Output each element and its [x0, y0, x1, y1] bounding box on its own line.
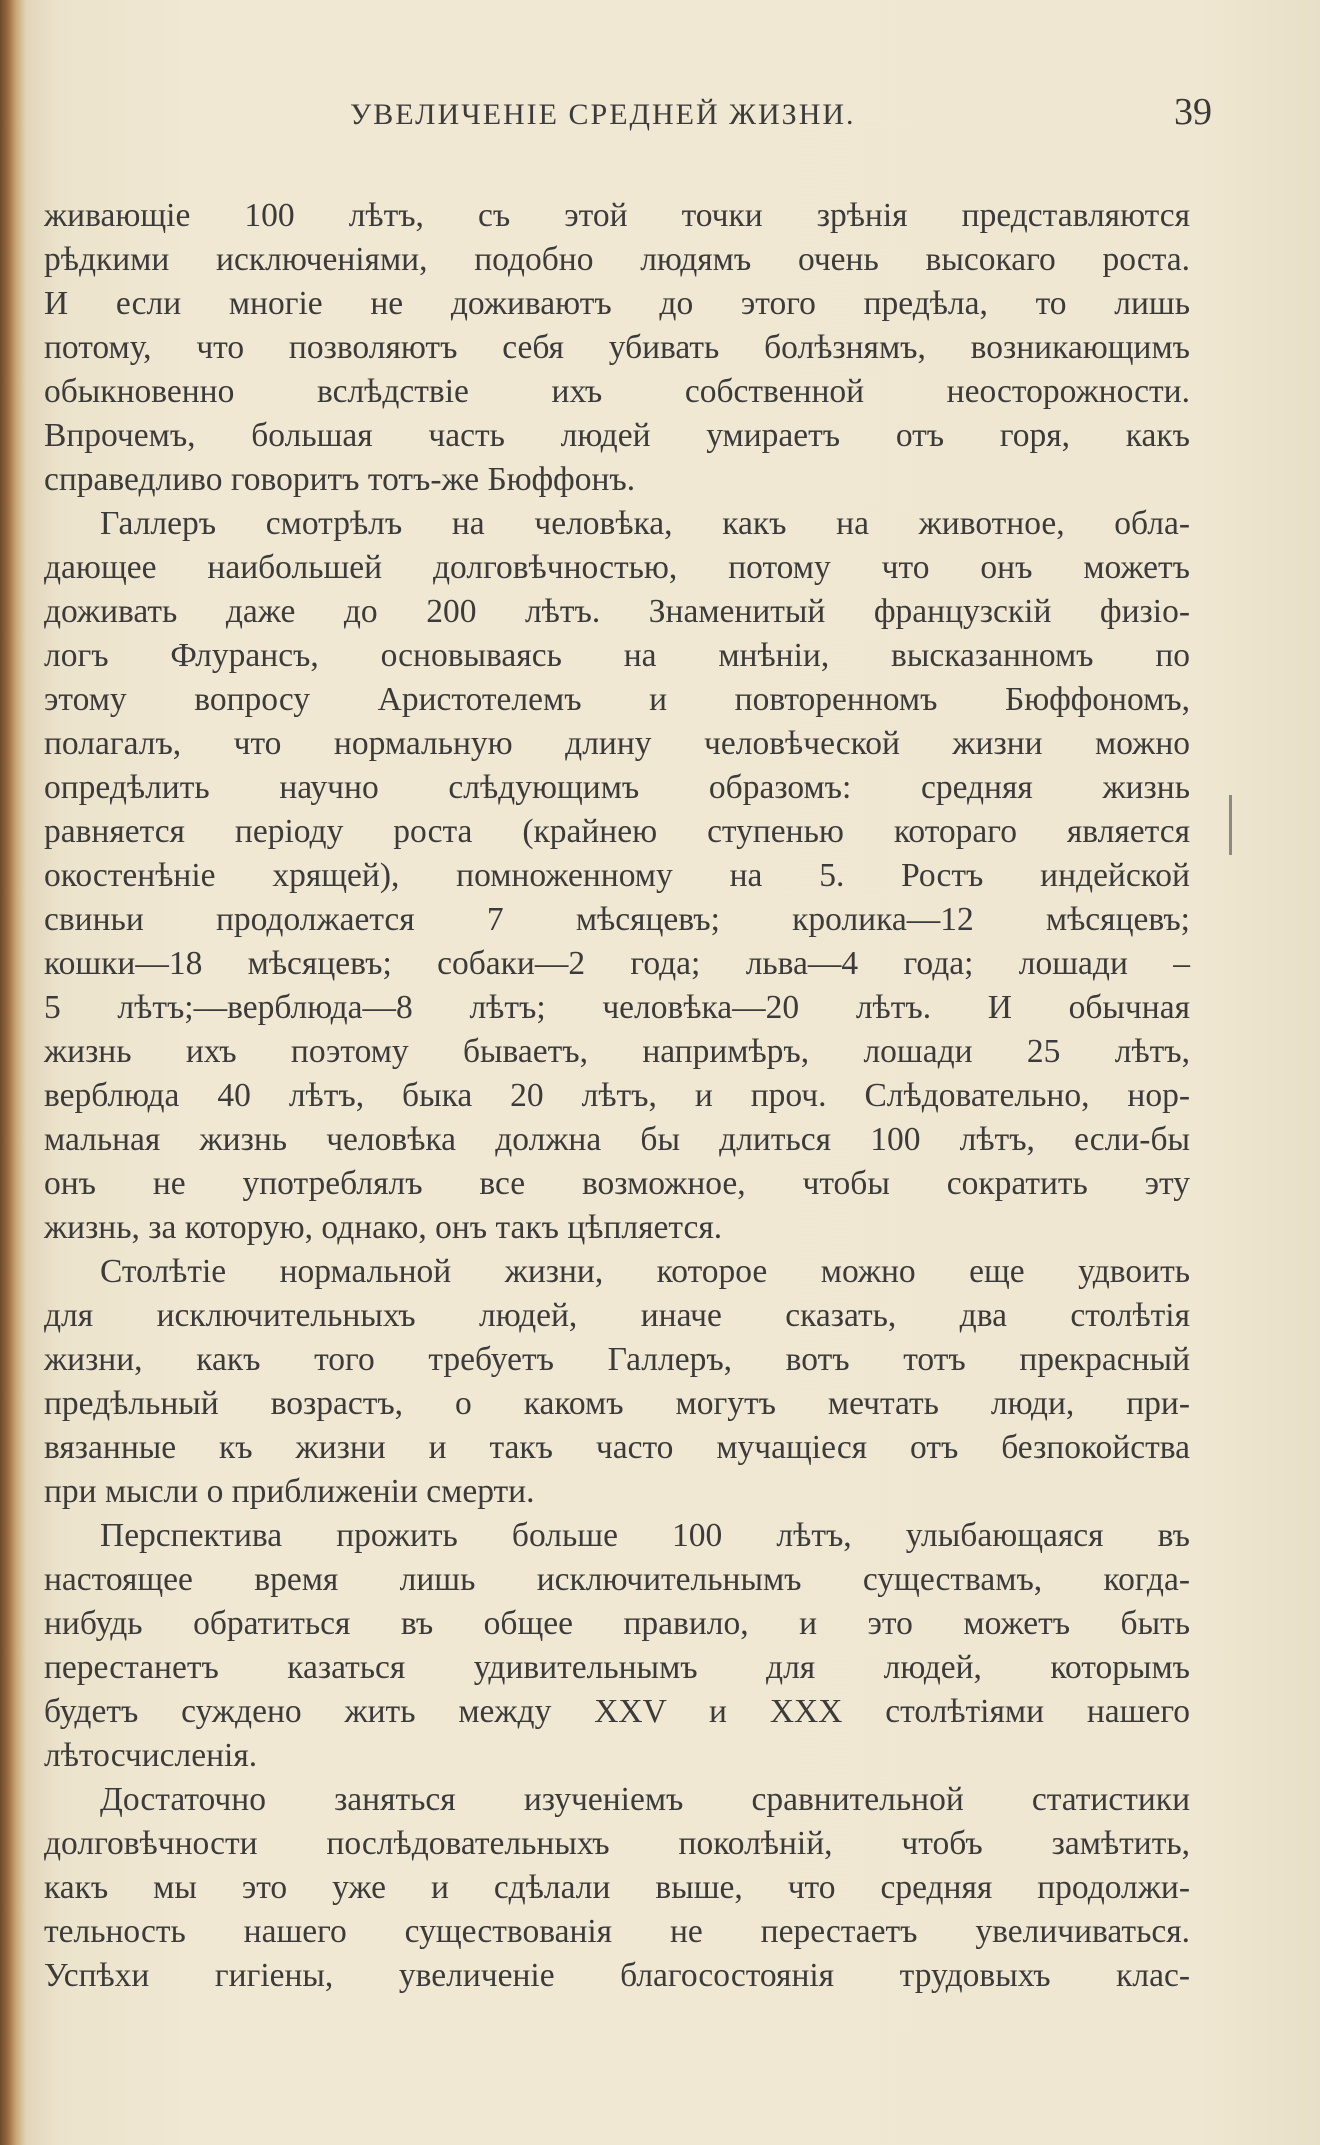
- text-line: лѣтосчисленія.: [44, 1737, 258, 1774]
- text-line: тельность нашего существованія не перестаетъ увеличиваться.: [44, 1913, 1190, 1950]
- paragraph-first-line: Столѣтіе нормальной жизни, которое можно еще удвоить: [100, 1253, 1190, 1290]
- paragraph-first-line: Галлеръ смотрѣлъ на человѣка, какъ на животное, обла-: [100, 505, 1190, 542]
- text-line: настоящее время лишь исключительнымъ существамъ, когда-: [44, 1561, 1190, 1598]
- text-line: обыкновенно вслѣдствіе ихъ собственной неосторожности.: [44, 373, 1190, 410]
- page-binding-edge: [0, 0, 26, 2145]
- text-line: И если многіе не доживаютъ до этого предѣла, то лишь: [44, 285, 1190, 322]
- text-line: нибудь обратиться въ общее правило, и это можетъ быть: [44, 1605, 1190, 1642]
- text-line: жизнь ихъ поэтому бываетъ, напримѣръ, лошади 25 лѣтъ,: [44, 1033, 1190, 1070]
- text-line: кошки—18 мѣсяцевъ; собаки—2 года; льва—4 года; лошади –: [44, 945, 1190, 982]
- text-line: живающіе 100 лѣтъ, съ этой точки зрѣнія представляются: [44, 197, 1190, 234]
- text-line: окостенѣніе хрящей), помноженному на 5. Ростъ индейской: [44, 857, 1190, 894]
- paragraph-first-line: Перспектива прожить больше 100 лѣтъ, улыбающаяся въ: [100, 1517, 1190, 1554]
- text-line: перестанетъ казаться удивительнымъ для людей, которымъ: [44, 1649, 1190, 1686]
- text-line: свиньи продолжается 7 мѣсяцевъ; кролика—12 мѣсяцевъ;: [44, 901, 1190, 938]
- text-line: жизнь, за которую, однако, онъ такъ цѣпляется.: [44, 1209, 723, 1246]
- text-line: для исключительныхъ людей, иначе сказать, два столѣтія: [44, 1297, 1190, 1334]
- text-line: Впрочемъ, большая часть людей умираетъ отъ горя, какъ: [44, 417, 1190, 454]
- running-head: УВЕЛИЧЕНІЕ СРЕДНЕЙ ЖИЗНИ.: [350, 98, 856, 131]
- body-text: [44, 194, 1190, 1998]
- text-line: 5 лѣтъ;—верблюда—8 лѣтъ; человѣка—20 лѣтъ. И обычная: [44, 989, 1190, 1026]
- text-line: потому, что позволяютъ себя убивать болѣзнямъ, возникающимъ: [44, 329, 1190, 366]
- text-line: какъ мы это уже и сдѣлали выше, что средняя продолжи-: [44, 1869, 1190, 1906]
- text-line: этому вопросу Аристотелемъ и повторенномъ Бюффономъ,: [44, 681, 1190, 718]
- text-line: жизни, какъ того требуетъ Галлеръ, вотъ тотъ прекрасный: [44, 1341, 1190, 1378]
- page-number: 39: [1174, 91, 1212, 133]
- text-line: доживать даже до 200 лѣтъ. Знаменитый французскій физіо-: [44, 593, 1190, 630]
- page-header: [40, 90, 1210, 140]
- text-line: долговѣчности послѣдовательныхъ поколѣній, чтобъ замѣтить,: [44, 1825, 1190, 1862]
- text-line: опредѣлить научно слѣдующимъ образомъ: средняя жизнь: [44, 769, 1190, 806]
- text-line: рѣдкими исключеніями, подобно людямъ очень высокаго роста.: [44, 241, 1190, 278]
- text-line: будетъ суждено жить между XXV и XXX столѣтіями нашего: [44, 1693, 1190, 1730]
- text-line: Успѣхи гигіены, увеличеніе благосостоянія трудовыхъ клас-: [44, 1957, 1190, 1994]
- text-line: онъ не употреблялъ все возможное, чтобы сократить эту: [44, 1165, 1190, 1202]
- paragraph-first-line: Достаточно заняться изученіемъ сравнительной статистики: [100, 1781, 1190, 1818]
- margin-pencil-mark: [1229, 795, 1232, 855]
- text-line: справедливо говоритъ тотъ-же Бюффонъ.: [44, 461, 636, 498]
- text-line: логъ Флурансъ, основываясь на мнѣніи, высказанномъ по: [44, 637, 1190, 674]
- text-line: мальная жизнь человѣка должна бы длиться 100 лѣтъ, если-бы: [44, 1121, 1190, 1158]
- text-line: вязанные къ жизни и такъ часто мучащіеся отъ безпокойства: [44, 1429, 1190, 1466]
- text-line: полагалъ, что нормальную длину человѣческой жизни можно: [44, 725, 1190, 762]
- text-line: верблюда 40 лѣтъ, быка 20 лѣтъ, и проч. Слѣдовательно, нор-: [44, 1077, 1190, 1114]
- text-line: при мысли о приближеніи смерти.: [44, 1473, 535, 1510]
- text-line: предѣльный возрастъ, о какомъ могутъ мечтать люди, при-: [44, 1385, 1190, 1422]
- text-line: равняется періоду роста (крайнею ступенью котораго является: [44, 813, 1190, 850]
- text-line: дающее наибольшей долговѣчностью, потому что онъ можетъ: [44, 549, 1190, 586]
